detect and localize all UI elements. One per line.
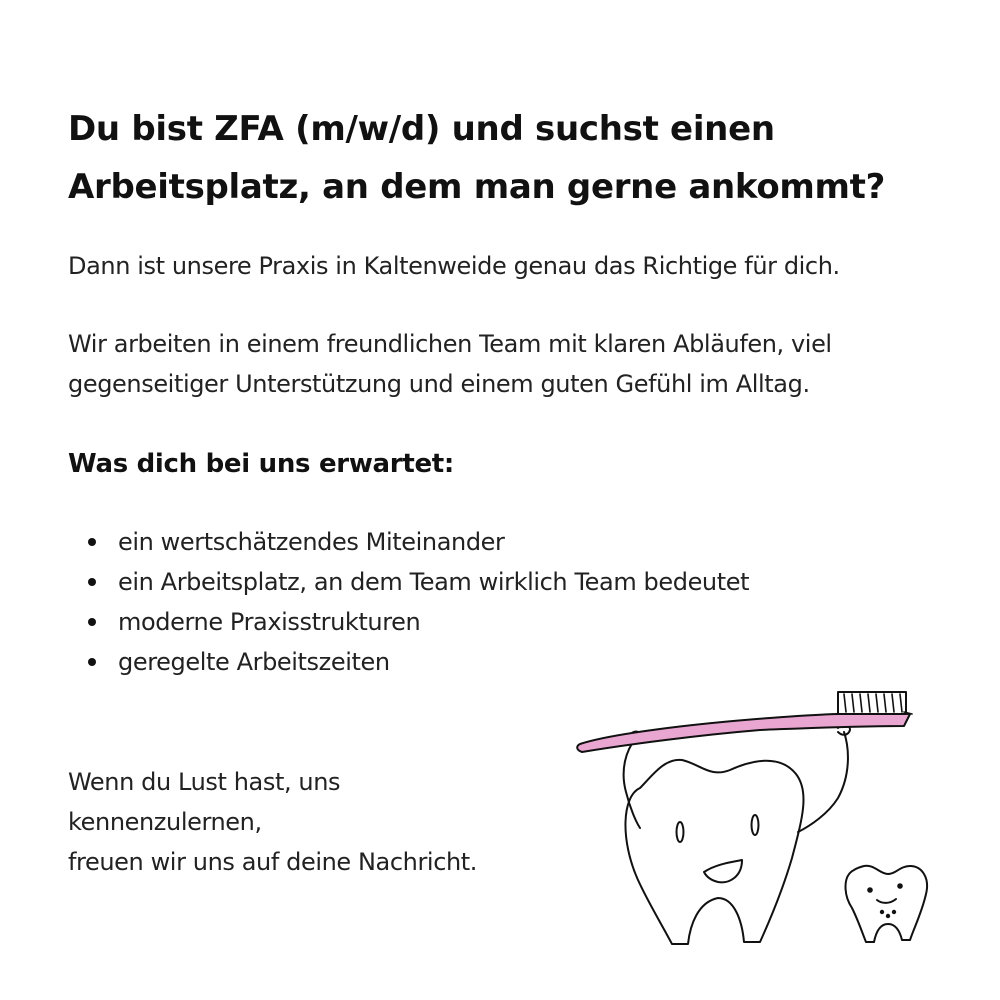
headline	[68, 100, 968, 216]
tooth-character-icon	[624, 724, 850, 944]
toothbrush-icon	[577, 692, 912, 752]
closing-line-3: freuen wir uns auf deine Nachricht.	[68, 848, 478, 876]
team-text-line-2: gegenseitiger Unterstützung und einem guten Gefühl im Alltag.	[68, 370, 810, 398]
headline-line-1: Du bist ZFA (m/w/d) und suchst einen	[68, 109, 775, 149]
bullet-icon	[88, 618, 96, 626]
closing-line-1: Wenn du Lust hast, uns	[68, 768, 341, 796]
benefit-item	[68, 602, 749, 642]
headline-line-2: Arbeitsplatz, an dem man gerne ankommt?	[68, 167, 886, 207]
bullet-icon	[88, 538, 96, 546]
team-text-line-1: Wir arbeiten in einem freundlichen Team mit klaren Abläufen, viel	[68, 330, 832, 358]
benefit-item	[68, 522, 749, 562]
tooth-illustration	[570, 680, 950, 960]
team-text	[68, 324, 832, 404]
benefit-text: ein wertschätzendes Miteinander	[118, 528, 505, 556]
bullet-icon	[88, 578, 96, 586]
benefits-list	[68, 522, 749, 682]
benefit-item	[68, 562, 749, 602]
bullet-icon	[88, 658, 96, 666]
benefits-heading: Was dich bei uns erwartet:	[68, 449, 455, 479]
small-tooth-character-icon	[846, 866, 928, 942]
benefit-text: geregelte Arbeitszeiten	[118, 648, 390, 676]
benefit-text: ein Arbeitsplatz, an dem Team wirklich Team bedeutet	[118, 568, 750, 596]
benefit-item	[68, 642, 749, 682]
intro-text: Dann ist unsere Praxis in Kaltenweide genau das Richtige für dich.	[68, 252, 840, 280]
benefit-text: moderne Praxisstrukturen	[118, 608, 421, 636]
closing-text	[68, 762, 477, 882]
closing-line-2: kennenzulernen,	[68, 808, 262, 836]
